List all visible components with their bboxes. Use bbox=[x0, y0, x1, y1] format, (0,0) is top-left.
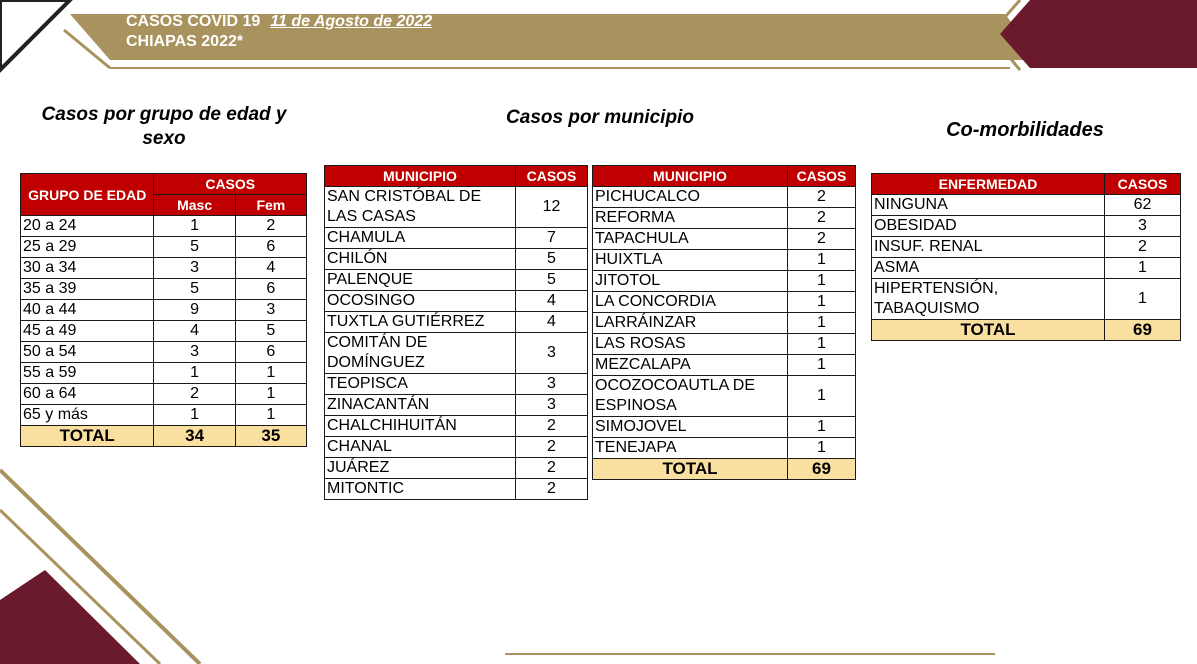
table-row bbox=[325, 291, 588, 312]
table-row bbox=[593, 334, 856, 355]
municipio-name-cell: OCOSINGO bbox=[325, 291, 516, 312]
municipio-name-cell: OCOZOCOAUTLA DE ESPINOSA bbox=[593, 376, 788, 417]
corner-stroke-top-left bbox=[0, 0, 70, 70]
table-row bbox=[21, 321, 307, 342]
age-table bbox=[20, 173, 307, 447]
municipio-name-cell: PICHUCALCO bbox=[593, 187, 788, 208]
disease-name-cell: HIPERTENSIÓN, TABAQUISMO bbox=[872, 279, 1105, 320]
masc-cases-cell: 4 bbox=[154, 321, 235, 342]
municipio-cases-cell: 2 bbox=[788, 187, 856, 208]
masc-cases-cell: 9 bbox=[154, 300, 235, 321]
table-row bbox=[325, 458, 588, 479]
table-row bbox=[593, 438, 856, 459]
table-row bbox=[872, 258, 1181, 279]
table-row bbox=[21, 363, 307, 384]
masc-cases-cell: 3 bbox=[154, 258, 235, 279]
municipio-cases-cell: 1 bbox=[788, 250, 856, 271]
fem-cases-cell: 1 bbox=[235, 405, 306, 426]
municipio-cases-cell: 5 bbox=[516, 270, 588, 291]
comorb-section-title: Co-morbilidades bbox=[946, 119, 1104, 141]
municipio-name-cell: JUÁREZ bbox=[325, 458, 516, 479]
age-group-cell: 25 a 29 bbox=[21, 237, 154, 258]
total-row bbox=[21, 426, 307, 447]
masc-cases-cell: 3 bbox=[154, 342, 235, 363]
municipio-cases-cell: 3 bbox=[516, 395, 588, 416]
municipio-name-cell: TEOPISCA bbox=[325, 374, 516, 395]
municipio-cases-cell: 2 bbox=[516, 416, 588, 437]
total-masc: 34 bbox=[154, 426, 235, 447]
municipio-cases-cell: 12 bbox=[516, 187, 588, 228]
header-line2: CHIAPAS 2022* bbox=[126, 33, 244, 50]
table-row bbox=[325, 249, 588, 270]
municipio-name-cell: PALENQUE bbox=[325, 270, 516, 291]
municipio-section-title: Casos por municipio bbox=[506, 107, 694, 128]
table-row bbox=[21, 300, 307, 321]
table-row bbox=[593, 250, 856, 271]
total-fem: 35 bbox=[235, 426, 306, 447]
masc-cases-cell: 2 bbox=[154, 384, 235, 405]
age-group-cell: 35 a 39 bbox=[21, 279, 154, 300]
total-label: TOTAL bbox=[21, 426, 154, 447]
municipio-name-cell: JITOTOL bbox=[593, 271, 788, 292]
municipio-cases-cell: 1 bbox=[788, 376, 856, 417]
disease-cases-cell: 1 bbox=[1105, 279, 1181, 320]
municipio-name-cell: REFORMA bbox=[593, 208, 788, 229]
table-row bbox=[593, 313, 856, 334]
table-row bbox=[593, 355, 856, 376]
masc-cases-cell: 5 bbox=[154, 237, 235, 258]
municipio-cases-cell: 1 bbox=[788, 438, 856, 459]
mun-right-col-cases: CASOS bbox=[788, 166, 856, 187]
header-title bbox=[126, 12, 432, 52]
table-row bbox=[325, 333, 588, 374]
age-col-cases: CASOS bbox=[154, 174, 307, 195]
age-group-cell: 65 y más bbox=[21, 405, 154, 426]
table-row bbox=[593, 187, 856, 208]
mun-left-col-name: MUNICIPIO bbox=[325, 166, 516, 187]
masc-cases-cell: 1 bbox=[154, 216, 235, 237]
municipio-cases-cell: 4 bbox=[516, 312, 588, 333]
municipio-table-left bbox=[324, 165, 588, 500]
municipio-name-cell: LARRÁINZAR bbox=[593, 313, 788, 334]
comorb-col-disease: ENFERMEDAD bbox=[872, 174, 1105, 195]
disease-name-cell: NINGUNA bbox=[872, 195, 1105, 216]
table-row bbox=[325, 270, 588, 291]
total-label: TOTAL bbox=[593, 459, 788, 480]
disease-cases-cell: 62 bbox=[1105, 195, 1181, 216]
municipio-cases-cell: 7 bbox=[516, 228, 588, 249]
table-row bbox=[593, 376, 856, 417]
municipio-cases-cell: 3 bbox=[516, 333, 588, 374]
table-row bbox=[593, 292, 856, 313]
total-value: 69 bbox=[788, 459, 856, 480]
municipio-cases-cell: 2 bbox=[788, 229, 856, 250]
fem-cases-cell: 4 bbox=[235, 258, 306, 279]
municipio-name-cell: SAN CRISTÓBAL DE LAS CASAS bbox=[325, 187, 516, 228]
municipio-name-cell: COMITÁN DE DOMÍNGUEZ bbox=[325, 333, 516, 374]
table-row bbox=[325, 312, 588, 333]
municipio-name-cell: CHAMULA bbox=[325, 228, 516, 249]
municipio-name-cell: MEZCALAPA bbox=[593, 355, 788, 376]
age-col-fem: Fem bbox=[235, 195, 306, 216]
table-row bbox=[325, 395, 588, 416]
municipio-cases-cell: 1 bbox=[788, 271, 856, 292]
municipio-cases-cell: 3 bbox=[516, 374, 588, 395]
municipio-table-right bbox=[592, 165, 856, 480]
age-group-cell: 40 a 44 bbox=[21, 300, 154, 321]
table-row bbox=[21, 279, 307, 300]
table-row bbox=[593, 229, 856, 250]
comorb-col-cases: CASOS bbox=[1105, 174, 1181, 195]
fem-cases-cell: 3 bbox=[235, 300, 306, 321]
masc-cases-cell: 1 bbox=[154, 363, 235, 384]
table-row bbox=[325, 437, 588, 458]
table-row bbox=[21, 342, 307, 363]
total-row bbox=[593, 459, 856, 480]
municipio-name-cell: TAPACHULA bbox=[593, 229, 788, 250]
table-row bbox=[325, 228, 588, 249]
municipio-name-cell: TUXTLA GUTIÉRREZ bbox=[325, 312, 516, 333]
table-row bbox=[872, 237, 1181, 258]
age-col-group: GRUPO DE EDAD bbox=[21, 174, 154, 216]
municipio-name-cell: TENEJAPA bbox=[593, 438, 788, 459]
table-row bbox=[21, 384, 307, 405]
table-row bbox=[872, 279, 1181, 320]
municipio-name-cell: CHILÓN bbox=[325, 249, 516, 270]
municipio-cases-cell: 1 bbox=[788, 313, 856, 334]
municipio-name-cell: CHALCHIHUITÁN bbox=[325, 416, 516, 437]
table-row bbox=[593, 271, 856, 292]
age-col-masc: Masc bbox=[154, 195, 235, 216]
municipio-cases-cell: 2 bbox=[516, 458, 588, 479]
total-value: 69 bbox=[1105, 320, 1181, 341]
mun-right-col-name: MUNICIPIO bbox=[593, 166, 788, 187]
municipio-name-cell: HUIXTLA bbox=[593, 250, 788, 271]
fem-cases-cell: 1 bbox=[235, 384, 306, 405]
age-group-cell: 45 a 49 bbox=[21, 321, 154, 342]
municipio-name-cell: CHANAL bbox=[325, 437, 516, 458]
table-row bbox=[21, 405, 307, 426]
age-group-cell: 30 a 34 bbox=[21, 258, 154, 279]
disease-cases-cell: 3 bbox=[1105, 216, 1181, 237]
municipio-cases-cell: 2 bbox=[788, 208, 856, 229]
municipio-name-cell: MITONTIC bbox=[325, 479, 516, 500]
total-row bbox=[872, 320, 1181, 341]
total-label: TOTAL bbox=[872, 320, 1105, 341]
disease-cases-cell: 2 bbox=[1105, 237, 1181, 258]
table-row bbox=[21, 237, 307, 258]
comorb-table bbox=[871, 173, 1181, 341]
fem-cases-cell: 6 bbox=[235, 279, 306, 300]
municipio-cases-cell: 5 bbox=[516, 249, 588, 270]
disease-name-cell: ASMA bbox=[872, 258, 1105, 279]
disease-cases-cell: 1 bbox=[1105, 258, 1181, 279]
municipio-cases-cell: 2 bbox=[516, 479, 588, 500]
fem-cases-cell: 6 bbox=[235, 342, 306, 363]
age-group-cell: 55 a 59 bbox=[21, 363, 154, 384]
table-row bbox=[325, 374, 588, 395]
table-row bbox=[872, 195, 1181, 216]
municipio-name-cell: LA CONCORDIA bbox=[593, 292, 788, 313]
header-date: 11 de Agosto de 2022 bbox=[270, 13, 433, 30]
municipio-cases-cell: 1 bbox=[788, 292, 856, 313]
municipio-name-cell: LAS ROSAS bbox=[593, 334, 788, 355]
table-row bbox=[325, 479, 588, 500]
disease-name-cell: OBESIDAD bbox=[872, 216, 1105, 237]
table-row bbox=[593, 208, 856, 229]
age-group-cell: 50 a 54 bbox=[21, 342, 154, 363]
municipio-cases-cell: 1 bbox=[788, 417, 856, 438]
municipio-cases-cell: 4 bbox=[516, 291, 588, 312]
age-group-cell: 20 a 24 bbox=[21, 216, 154, 237]
table-row bbox=[21, 258, 307, 279]
fem-cases-cell: 5 bbox=[235, 321, 306, 342]
age-group-cell: 60 a 64 bbox=[21, 384, 154, 405]
age-section-title: Casos por grupo de edad y sexo bbox=[41, 104, 287, 149]
table-row bbox=[593, 417, 856, 438]
municipio-cases-cell: 2 bbox=[516, 437, 588, 458]
disease-name-cell: INSUF. RENAL bbox=[872, 237, 1105, 258]
table-row bbox=[325, 187, 588, 228]
masc-cases-cell: 5 bbox=[154, 279, 235, 300]
mun-left-col-cases: CASOS bbox=[516, 166, 588, 187]
table-row bbox=[325, 416, 588, 437]
municipio-name-cell: SIMOJOVEL bbox=[593, 417, 788, 438]
masc-cases-cell: 1 bbox=[154, 405, 235, 426]
table-row bbox=[21, 216, 307, 237]
fem-cases-cell: 2 bbox=[235, 216, 306, 237]
header-line1: CASOS COVID 19 bbox=[126, 13, 261, 30]
municipio-cases-cell: 1 bbox=[788, 334, 856, 355]
municipio-name-cell: ZINACANTÁN bbox=[325, 395, 516, 416]
table-row bbox=[872, 216, 1181, 237]
municipio-cases-cell: 1 bbox=[788, 355, 856, 376]
fem-cases-cell: 6 bbox=[235, 237, 306, 258]
fem-cases-cell: 1 bbox=[235, 363, 306, 384]
header-maroon-block bbox=[1000, 0, 1197, 68]
